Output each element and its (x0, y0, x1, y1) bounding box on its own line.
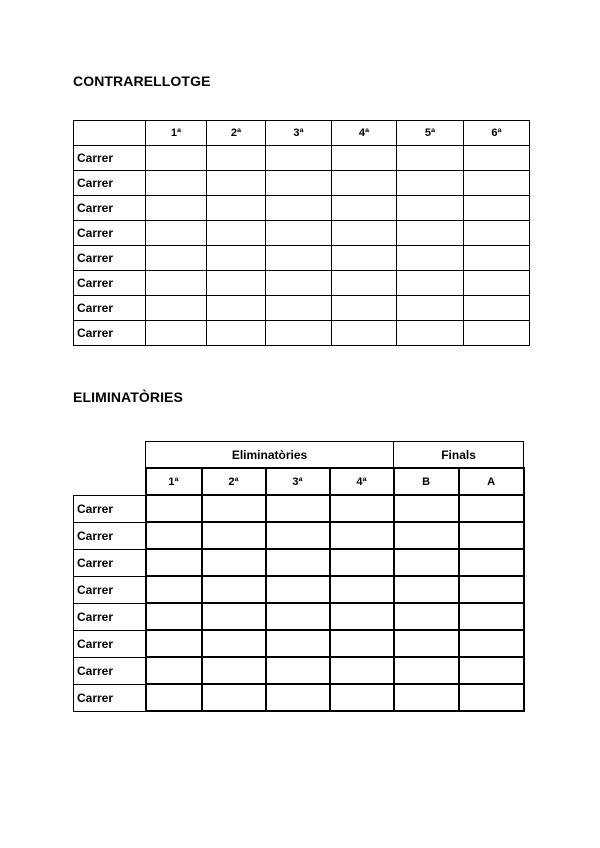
entry-cell[interactable] (330, 657, 394, 684)
table-row (74, 221, 530, 246)
entry-cell[interactable] (459, 684, 524, 711)
column-header: 3ª (266, 468, 330, 495)
entry-cell[interactable] (146, 630, 202, 657)
entry-cell[interactable] (330, 603, 394, 630)
entry-cell[interactable] (464, 221, 530, 246)
entry-cell[interactable] (207, 196, 266, 221)
entry-cell[interactable] (146, 146, 207, 171)
column-header: 2ª (202, 468, 266, 495)
row-label: Carrer (74, 271, 146, 296)
row-label: Carrer (74, 246, 146, 271)
entry-cell[interactable] (394, 522, 459, 549)
entry-cell[interactable] (464, 271, 530, 296)
entry-cell[interactable] (332, 321, 397, 346)
group-header-row (74, 442, 524, 469)
table-row (74, 296, 530, 321)
entry-cell[interactable] (397, 321, 464, 346)
entry-cell[interactable] (202, 603, 266, 630)
entry-cell[interactable] (332, 296, 397, 321)
entry-cell[interactable] (464, 246, 530, 271)
entry-cell[interactable] (397, 196, 464, 221)
entry-cell[interactable] (266, 684, 330, 711)
entry-cell[interactable] (207, 171, 266, 196)
entry-cell[interactable] (394, 495, 459, 522)
group-header-eliminatories: Eliminatòries (146, 442, 394, 469)
column-header: 2ª (207, 121, 266, 146)
entry-cell[interactable] (266, 321, 332, 346)
table-row (74, 146, 530, 171)
table-row (74, 171, 530, 196)
entry-cell[interactable] (146, 657, 202, 684)
entry-cell[interactable] (459, 549, 524, 576)
entry-cell[interactable] (330, 522, 394, 549)
entry-cell[interactable] (207, 246, 266, 271)
table-row (74, 603, 524, 630)
entry-cell[interactable] (330, 549, 394, 576)
table-row (74, 495, 524, 522)
blank-cell (74, 468, 146, 495)
entry-cell[interactable] (146, 321, 207, 346)
entry-cell[interactable] (459, 495, 524, 522)
row-label: Carrer (74, 171, 146, 196)
entry-cell[interactable] (146, 684, 202, 711)
section-title-contrarellotge: CONTRARELLOTGE (73, 73, 211, 89)
entry-cell[interactable] (266, 246, 332, 271)
row-label: Carrer (74, 296, 146, 321)
entry-cell[interactable] (332, 196, 397, 221)
column-header: B (394, 468, 459, 495)
entry-cell[interactable] (202, 657, 266, 684)
entry-cell[interactable] (459, 603, 524, 630)
entry-cell[interactable] (394, 549, 459, 576)
table-row (74, 196, 530, 221)
column-header: 1ª (146, 121, 207, 146)
entry-cell[interactable] (330, 630, 394, 657)
entry-cell[interactable] (464, 321, 530, 346)
entry-cell[interactable] (146, 271, 207, 296)
entry-cell[interactable] (207, 271, 266, 296)
entry-cell[interactable] (146, 196, 207, 221)
entry-cell[interactable] (332, 246, 397, 271)
entry-cell[interactable] (332, 221, 397, 246)
entry-cell[interactable] (397, 146, 464, 171)
entry-cell[interactable] (207, 221, 266, 246)
section-title-eliminatories: ELIMINATÒRIES (73, 389, 183, 405)
table-row (74, 549, 524, 576)
entry-cell[interactable] (266, 146, 332, 171)
entry-cell[interactable] (146, 246, 207, 271)
column-header: 4ª (332, 121, 397, 146)
entry-cell[interactable] (146, 296, 207, 321)
entry-cell[interactable] (330, 576, 394, 603)
column-header: A (459, 468, 524, 495)
column-header: 4ª (330, 468, 394, 495)
entry-cell[interactable] (332, 271, 397, 296)
table-row (74, 246, 530, 271)
column-header: 1ª (146, 468, 202, 495)
entry-cell[interactable] (332, 146, 397, 171)
row-label: Carrer (74, 522, 146, 549)
entry-cell[interactable] (202, 495, 266, 522)
entry-cell[interactable] (394, 657, 459, 684)
entry-cell[interactable] (459, 576, 524, 603)
entry-cell[interactable] (332, 171, 397, 196)
table-row (74, 630, 524, 657)
row-label: Carrer (74, 321, 146, 346)
table-row (74, 271, 530, 296)
entry-cell[interactable] (266, 495, 330, 522)
entry-cell[interactable] (207, 296, 266, 321)
entry-cell[interactable] (266, 522, 330, 549)
entry-cell[interactable] (266, 171, 332, 196)
entry-cell[interactable] (397, 296, 464, 321)
entry-cell[interactable] (394, 630, 459, 657)
entry-cell[interactable] (202, 522, 266, 549)
row-label: Carrer (74, 684, 146, 711)
entry-cell[interactable] (146, 495, 202, 522)
entry-cell[interactable] (146, 549, 202, 576)
entry-cell[interactable] (464, 171, 530, 196)
row-label: Carrer (74, 495, 146, 522)
entry-cell[interactable] (202, 630, 266, 657)
entry-cell[interactable] (459, 630, 524, 657)
row-label: Carrer (74, 630, 146, 657)
entry-cell[interactable] (146, 171, 207, 196)
row-label: Carrer (74, 576, 146, 603)
row-label: Carrer (74, 146, 146, 171)
entry-cell[interactable] (464, 296, 530, 321)
table-header-row (74, 468, 524, 495)
header-corner-cell (74, 121, 146, 146)
blank-cell (74, 442, 146, 469)
entry-cell[interactable] (146, 221, 207, 246)
entry-cell[interactable] (266, 657, 330, 684)
group-header-finals: Finals (394, 442, 524, 469)
entry-cell[interactable] (207, 146, 266, 171)
entry-cell[interactable] (202, 684, 266, 711)
entry-cell[interactable] (146, 603, 202, 630)
table-row (74, 522, 524, 549)
entry-cell[interactable] (397, 171, 464, 196)
entry-cell[interactable] (394, 684, 459, 711)
row-label: Carrer (74, 221, 146, 246)
table-row (74, 321, 530, 346)
entry-cell[interactable] (202, 576, 266, 603)
entry-cell[interactable] (266, 296, 332, 321)
entry-cell[interactable] (266, 576, 330, 603)
row-label: Carrer (74, 196, 146, 221)
entry-cell[interactable] (266, 196, 332, 221)
entry-cell[interactable] (266, 603, 330, 630)
entry-cell[interactable] (330, 495, 394, 522)
row-label: Carrer (74, 657, 146, 684)
entry-cell[interactable] (464, 146, 530, 171)
entry-cell[interactable] (397, 221, 464, 246)
row-label: Carrer (74, 603, 146, 630)
entry-cell[interactable] (459, 657, 524, 684)
entry-cell[interactable] (207, 321, 266, 346)
entry-cell[interactable] (266, 549, 330, 576)
entry-cell[interactable] (266, 271, 332, 296)
entry-cell[interactable] (146, 522, 202, 549)
entry-cell[interactable] (266, 630, 330, 657)
eliminatories-table (73, 441, 525, 712)
entry-cell[interactable] (397, 271, 464, 296)
entry-cell[interactable] (464, 196, 530, 221)
entry-cell[interactable] (330, 684, 394, 711)
entry-cell[interactable] (266, 221, 332, 246)
table-row (74, 657, 524, 684)
entry-cell[interactable] (397, 246, 464, 271)
table-row (74, 684, 524, 711)
column-header: 5ª (397, 121, 464, 146)
contrarellotge-table (73, 120, 530, 346)
entry-cell[interactable] (459, 522, 524, 549)
entry-cell[interactable] (202, 549, 266, 576)
column-header: 3ª (266, 121, 332, 146)
entry-cell[interactable] (394, 603, 459, 630)
column-header: 6ª (464, 121, 530, 146)
entry-cell[interactable] (146, 576, 202, 603)
table-row (74, 576, 524, 603)
table-header-row (74, 121, 530, 146)
row-label: Carrer (74, 549, 146, 576)
entry-cell[interactable] (394, 576, 459, 603)
